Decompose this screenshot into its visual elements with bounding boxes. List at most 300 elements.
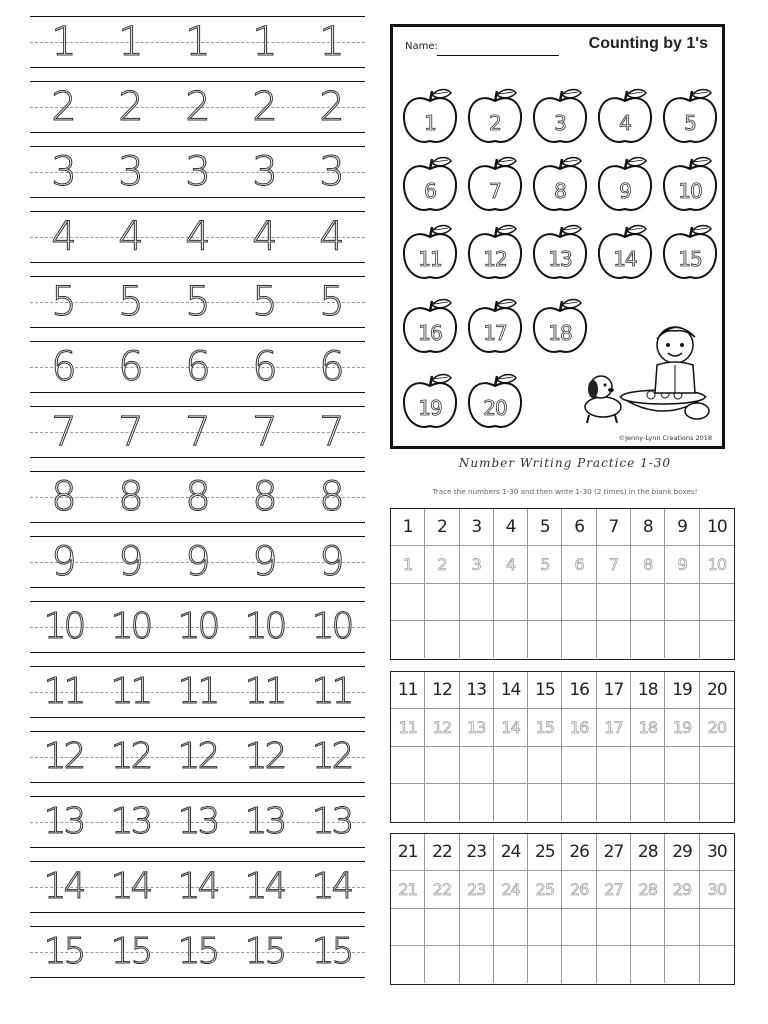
apple-icon bbox=[401, 297, 459, 357]
blank-box bbox=[494, 584, 528, 621]
tracing-numeral: 14 bbox=[311, 866, 352, 907]
apple-number: 16 bbox=[418, 321, 442, 345]
practice-numeral: 26 bbox=[569, 879, 589, 899]
trace-box-faint bbox=[528, 546, 562, 583]
tracing-row bbox=[30, 536, 365, 588]
trace-box bbox=[631, 509, 665, 546]
practice-numeral: 12 bbox=[432, 680, 452, 701]
tracing-numeral: 1 bbox=[118, 19, 143, 65]
tracing-row bbox=[30, 601, 365, 653]
blank-box bbox=[700, 784, 734, 821]
blank-box bbox=[665, 584, 699, 621]
blank-box bbox=[597, 909, 631, 946]
tracing-row bbox=[30, 471, 365, 523]
apple-icon bbox=[661, 87, 719, 147]
trace-box-faint bbox=[528, 871, 562, 908]
apple-number: 8 bbox=[554, 179, 566, 203]
apple-icon bbox=[466, 372, 524, 432]
trace-box-faint bbox=[562, 546, 596, 583]
tracing-row bbox=[30, 926, 365, 978]
apple-icon bbox=[401, 87, 459, 147]
apple-number: 20 bbox=[483, 396, 507, 420]
trace-box bbox=[700, 834, 734, 871]
practice-numeral: 6 bbox=[574, 517, 585, 538]
tracing-numeral: 12 bbox=[110, 736, 151, 777]
tracing-numeral: 15 bbox=[244, 931, 285, 972]
tracing-numeral: 12 bbox=[311, 736, 352, 777]
practice-numeral: 5 bbox=[539, 517, 550, 538]
apple-number: 11 bbox=[418, 247, 442, 271]
apple-number: 7 bbox=[489, 179, 501, 203]
trace-box-faint bbox=[562, 709, 596, 746]
tracing-numeral: 4 bbox=[118, 214, 143, 260]
practice-numeral: 7 bbox=[608, 517, 619, 538]
blank-box bbox=[460, 946, 494, 983]
tracing-numeral: 4 bbox=[51, 214, 76, 260]
practice-numeral: 7 bbox=[608, 554, 619, 574]
tracing-numeral: 6 bbox=[118, 344, 143, 390]
tracing-numeral: 6 bbox=[252, 344, 277, 390]
trace-box bbox=[494, 509, 528, 546]
apple-icon bbox=[661, 155, 719, 215]
blank-box bbox=[494, 784, 528, 821]
blank-box bbox=[494, 747, 528, 784]
trace-box bbox=[700, 672, 734, 709]
blank-box bbox=[425, 584, 459, 621]
blank-box bbox=[631, 946, 665, 983]
blank-box bbox=[700, 584, 734, 621]
trace-box bbox=[460, 834, 494, 871]
blank-box bbox=[391, 909, 425, 946]
trace-box-faint bbox=[700, 546, 734, 583]
apple-number: 6 bbox=[424, 179, 436, 203]
practice-numeral: 9 bbox=[677, 517, 687, 538]
trace-box bbox=[665, 509, 699, 546]
practice-numeral: 29 bbox=[672, 842, 692, 863]
tracing-numeral: 2 bbox=[118, 84, 143, 130]
tracing-numeral: 10 bbox=[177, 606, 218, 647]
tracing-numeral: 1 bbox=[252, 19, 277, 65]
apple-icon bbox=[401, 372, 459, 432]
practice-grid bbox=[390, 508, 735, 660]
trace-box bbox=[665, 672, 699, 709]
tracing-numeral: 15 bbox=[43, 931, 84, 972]
trace-box-faint bbox=[391, 709, 425, 746]
trace-box bbox=[460, 509, 494, 546]
practice-numeral: 17 bbox=[604, 717, 623, 737]
apple-number: 5 bbox=[684, 111, 696, 135]
tracing-row bbox=[30, 81, 365, 133]
practice-numeral: 22 bbox=[432, 842, 452, 863]
tracing-numeral: 15 bbox=[177, 931, 218, 972]
blank-box bbox=[700, 909, 734, 946]
blank-box bbox=[597, 621, 631, 658]
tracing-numeral: 13 bbox=[311, 801, 352, 842]
blank-box bbox=[494, 909, 528, 946]
trace-box-faint bbox=[460, 546, 494, 583]
trace-box bbox=[597, 672, 631, 709]
tracing-row bbox=[30, 406, 365, 458]
practice-numeral: 4 bbox=[505, 517, 516, 538]
practice-numeral: 12 bbox=[432, 717, 452, 737]
tracing-numeral: 9 bbox=[185, 539, 210, 585]
practice-numeral: 13 bbox=[466, 680, 487, 701]
apple-number: 3 bbox=[554, 111, 566, 135]
trace-box-faint bbox=[700, 709, 734, 746]
trace-box bbox=[391, 834, 425, 871]
trace-box bbox=[425, 509, 459, 546]
tracing-numeral: 11 bbox=[177, 671, 218, 712]
practice-numeral: 8 bbox=[642, 517, 653, 538]
tracing-row bbox=[30, 16, 365, 68]
blank-box bbox=[425, 747, 459, 784]
apple-icon bbox=[531, 155, 589, 215]
tracing-numeral: 1 bbox=[51, 19, 76, 65]
apple-icon bbox=[466, 297, 524, 357]
practice-numeral: 30 bbox=[707, 879, 727, 899]
blank-box bbox=[528, 747, 562, 784]
tracing-numeral: 3 bbox=[51, 149, 76, 195]
trace-box bbox=[391, 509, 425, 546]
tracing-numeral: 7 bbox=[118, 409, 143, 455]
tracing-numeral: 3 bbox=[319, 149, 344, 195]
trace-box-faint bbox=[494, 709, 528, 746]
trace-box-faint bbox=[631, 709, 665, 746]
blank-box bbox=[460, 909, 494, 946]
tracing-numeral: 1 bbox=[185, 19, 210, 65]
trace-box bbox=[631, 834, 665, 871]
blank-box bbox=[528, 909, 562, 946]
blank-box bbox=[700, 946, 734, 983]
tracing-numeral: 6 bbox=[51, 344, 76, 390]
tracing-row bbox=[30, 796, 365, 848]
practice-numeral: 16 bbox=[569, 717, 589, 737]
practice-numeral: 11 bbox=[398, 717, 417, 737]
trace-box-faint bbox=[460, 871, 494, 908]
tracing-numeral: 15 bbox=[110, 931, 151, 972]
tracing-numeral: 2 bbox=[185, 84, 210, 130]
practice-numeral: 22 bbox=[432, 879, 452, 899]
blank-box bbox=[391, 784, 425, 821]
blank-box bbox=[460, 747, 494, 784]
faint-footer-mark bbox=[394, 979, 514, 985]
apple-icon bbox=[466, 87, 524, 147]
apple-icon bbox=[596, 223, 654, 283]
counting-worksheet bbox=[390, 24, 725, 449]
tracing-numeral: 3 bbox=[252, 149, 277, 195]
tracing-numeral: 14 bbox=[177, 866, 218, 907]
practice-numeral: 1 bbox=[403, 554, 413, 574]
tracing-numeral: 8 bbox=[51, 474, 76, 520]
trace-box-faint bbox=[425, 546, 459, 583]
tracing-row bbox=[30, 341, 365, 393]
blank-box bbox=[631, 584, 665, 621]
tracing-numeral: 11 bbox=[43, 671, 84, 712]
blank-box bbox=[425, 909, 459, 946]
practice-numeral: 2 bbox=[437, 554, 447, 574]
blank-box bbox=[665, 621, 699, 658]
tracing-numeral: 11 bbox=[244, 671, 285, 712]
practice-numeral: 24 bbox=[500, 842, 521, 863]
apple-icon bbox=[401, 155, 459, 215]
tracing-numeral: 12 bbox=[177, 736, 218, 777]
tracing-numeral: 5 bbox=[118, 279, 143, 325]
blank-box bbox=[631, 909, 665, 946]
blank-box bbox=[460, 584, 494, 621]
trace-box-faint bbox=[665, 871, 699, 908]
practice-numeral: 25 bbox=[535, 842, 555, 863]
tracing-row bbox=[30, 146, 365, 198]
blank-box bbox=[597, 584, 631, 621]
apple-number: 15 bbox=[678, 247, 702, 271]
practice-numeral: 19 bbox=[672, 680, 692, 701]
practice-numeral: 13 bbox=[467, 717, 486, 737]
tracing-numeral: 8 bbox=[118, 474, 143, 520]
blank-box bbox=[631, 621, 665, 658]
blank-box bbox=[562, 784, 596, 821]
blank-box bbox=[391, 621, 425, 658]
tracing-numeral: 15 bbox=[311, 931, 352, 972]
tracing-numeral: 5 bbox=[51, 279, 76, 325]
blank-box bbox=[631, 747, 665, 784]
blank-box bbox=[597, 946, 631, 983]
apple-number: 10 bbox=[678, 179, 702, 203]
tracing-numeral: 13 bbox=[177, 801, 218, 842]
tracing-numeral: 8 bbox=[252, 474, 277, 520]
apple-number: 18 bbox=[548, 321, 572, 345]
tracing-numeral: 2 bbox=[51, 84, 76, 130]
blank-box bbox=[665, 909, 699, 946]
apple-icon bbox=[596, 87, 654, 147]
practice-numeral: 25 bbox=[535, 879, 555, 899]
practice-numeral: 28 bbox=[638, 879, 657, 899]
tracing-numeral: 3 bbox=[185, 149, 210, 195]
blank-box bbox=[494, 946, 528, 983]
trace-box-faint bbox=[425, 709, 459, 746]
blank-box bbox=[391, 946, 425, 983]
blank-box bbox=[700, 747, 734, 784]
blank-box bbox=[528, 621, 562, 658]
trace-box-faint bbox=[528, 709, 562, 746]
boy-and-dog-illustration bbox=[573, 315, 713, 427]
trace-box-faint bbox=[665, 546, 699, 583]
practice-instructions: Trace the numbers 1-30 and then write 1-30 (2 times) in the blank boxes! bbox=[432, 487, 698, 496]
apple-number: 2 bbox=[489, 111, 501, 135]
tracing-numeral: 9 bbox=[118, 539, 143, 585]
trace-box bbox=[494, 834, 528, 871]
apple-icon bbox=[401, 223, 459, 283]
practice-numeral: 24 bbox=[501, 879, 520, 899]
tracing-numeral: 6 bbox=[185, 344, 210, 390]
practice-numeral: 23 bbox=[466, 842, 487, 863]
tracing-numeral: 12 bbox=[43, 736, 84, 777]
trace-box-faint bbox=[597, 546, 631, 583]
tracing-numeral: 2 bbox=[319, 84, 344, 130]
practice-numeral: 17 bbox=[603, 680, 624, 701]
tracing-numeral: 14 bbox=[110, 866, 151, 907]
apple-number: 13 bbox=[548, 247, 572, 271]
trace-box bbox=[631, 672, 665, 709]
tracing-numeral: 1 bbox=[319, 19, 344, 65]
tracing-numeral: 3 bbox=[118, 149, 143, 195]
apple-icon bbox=[661, 223, 719, 283]
blank-box bbox=[631, 784, 665, 821]
tracing-numeral: 13 bbox=[110, 801, 151, 842]
tracing-numeral: 8 bbox=[185, 474, 210, 520]
practice-numeral: 19 bbox=[672, 717, 692, 737]
trace-box-faint bbox=[597, 871, 631, 908]
tracing-numeral: 7 bbox=[252, 409, 277, 455]
tracing-numeral: 13 bbox=[244, 801, 285, 842]
practice-numeral: 10 bbox=[707, 517, 727, 538]
trace-box-faint bbox=[562, 871, 596, 908]
tracing-numeral: 10 bbox=[110, 606, 151, 647]
blank-box bbox=[665, 946, 699, 983]
apple-icon bbox=[466, 155, 524, 215]
practice-title: Number Writing Practice 1-30 bbox=[458, 456, 672, 470]
practice-numeral: 26 bbox=[569, 842, 589, 863]
tracing-row bbox=[30, 731, 365, 783]
practice-numeral: 29 bbox=[672, 879, 692, 899]
name-line bbox=[437, 55, 559, 56]
trace-box bbox=[562, 834, 596, 871]
blank-box bbox=[597, 784, 631, 821]
apple-number: 12 bbox=[483, 247, 507, 271]
blank-box bbox=[391, 747, 425, 784]
practice-numeral: 5 bbox=[540, 554, 550, 574]
tracing-numeral: 10 bbox=[244, 606, 285, 647]
blank-box bbox=[562, 584, 596, 621]
apple-number: 4 bbox=[619, 111, 631, 135]
practice-numeral: 21 bbox=[398, 879, 417, 899]
trace-box bbox=[425, 834, 459, 871]
practice-numeral: 16 bbox=[569, 680, 589, 701]
practice-numeral: 1 bbox=[402, 517, 413, 538]
practice-numeral: 2 bbox=[437, 517, 447, 538]
trace-box-faint bbox=[631, 871, 665, 908]
tracing-numeral: 7 bbox=[51, 409, 76, 455]
blank-box bbox=[562, 946, 596, 983]
tracing-numeral: 10 bbox=[311, 606, 352, 647]
practice-numeral: 9 bbox=[677, 554, 687, 574]
trace-box bbox=[528, 834, 562, 871]
tracing-numeral: 4 bbox=[185, 214, 210, 260]
blank-box bbox=[528, 584, 562, 621]
practice-numeral: 6 bbox=[574, 554, 584, 574]
trace-box-faint bbox=[425, 871, 459, 908]
trace-box bbox=[665, 834, 699, 871]
tracing-numeral: 9 bbox=[51, 539, 76, 585]
practice-numeral: 3 bbox=[471, 554, 481, 574]
tracing-numeral: 9 bbox=[252, 539, 277, 585]
practice-numeral: 3 bbox=[471, 517, 482, 538]
practice-numeral: 20 bbox=[707, 680, 727, 701]
practice-numeral: 15 bbox=[535, 717, 555, 737]
practice-numeral: 11 bbox=[397, 680, 418, 701]
tracing-numeral: 4 bbox=[252, 214, 277, 260]
blank-box bbox=[528, 784, 562, 821]
blank-box bbox=[700, 621, 734, 658]
trace-box bbox=[425, 672, 459, 709]
trace-box bbox=[562, 672, 596, 709]
trace-box bbox=[562, 509, 596, 546]
trace-box-faint bbox=[597, 709, 631, 746]
practice-numeral: 20 bbox=[707, 717, 727, 737]
practice-numeral: 21 bbox=[397, 842, 418, 863]
trace-box-faint bbox=[665, 709, 699, 746]
trace-box bbox=[597, 509, 631, 546]
practice-numeral: 18 bbox=[637, 680, 658, 701]
blank-box bbox=[597, 747, 631, 784]
trace-box bbox=[494, 672, 528, 709]
trace-box bbox=[700, 509, 734, 546]
tracing-numeral: 6 bbox=[319, 344, 344, 390]
trace-box-faint bbox=[494, 871, 528, 908]
blank-box bbox=[460, 784, 494, 821]
trace-box-faint bbox=[391, 546, 425, 583]
worksheet-title: Counting by 1's bbox=[588, 35, 708, 52]
apple-number: 9 bbox=[619, 179, 631, 203]
tracing-row bbox=[30, 666, 365, 718]
blank-box bbox=[665, 747, 699, 784]
apple-number: 17 bbox=[483, 321, 507, 345]
blank-box bbox=[425, 621, 459, 658]
blank-box bbox=[391, 584, 425, 621]
copyright-credit: ©Jenny-Lynn Creations 2018 bbox=[618, 434, 712, 442]
tracing-numeral: 13 bbox=[43, 801, 84, 842]
trace-box bbox=[528, 509, 562, 546]
practice-numeral: 28 bbox=[637, 842, 658, 863]
blank-box bbox=[665, 784, 699, 821]
practice-numeral: 27 bbox=[604, 879, 623, 899]
blank-box bbox=[425, 784, 459, 821]
tracing-strips bbox=[30, 16, 365, 991]
tracing-numeral: 14 bbox=[43, 866, 84, 907]
tracing-numeral: 7 bbox=[185, 409, 210, 455]
tracing-numeral: 5 bbox=[252, 279, 277, 325]
trace-box bbox=[391, 672, 425, 709]
practice-grid bbox=[390, 833, 735, 985]
practice-numeral: 8 bbox=[643, 554, 653, 574]
apple-icon bbox=[596, 155, 654, 215]
tracing-numeral: 7 bbox=[319, 409, 344, 455]
tracing-row bbox=[30, 211, 365, 263]
blank-box bbox=[494, 621, 528, 658]
practice-numeral: 23 bbox=[467, 879, 486, 899]
apple-icon bbox=[531, 223, 589, 283]
tracing-numeral: 4 bbox=[319, 214, 344, 260]
trace-box-faint bbox=[700, 871, 734, 908]
apple-icon bbox=[466, 223, 524, 283]
practice-numeral: 30 bbox=[707, 842, 727, 863]
trace-box-faint bbox=[460, 709, 494, 746]
trace-box bbox=[460, 672, 494, 709]
tracing-numeral: 11 bbox=[110, 671, 151, 712]
blank-box bbox=[562, 621, 596, 658]
blank-box bbox=[460, 621, 494, 658]
apple-number: 1 bbox=[424, 111, 436, 135]
tracing-row bbox=[30, 861, 365, 913]
practice-grid bbox=[390, 671, 735, 823]
practice-numeral: 14 bbox=[500, 680, 521, 701]
practice-numeral: 4 bbox=[505, 554, 516, 574]
name-label: Name: bbox=[405, 41, 438, 52]
tracing-numeral: 8 bbox=[319, 474, 344, 520]
apple-number: 19 bbox=[418, 396, 442, 420]
practice-numeral: 10 bbox=[707, 554, 727, 574]
tracing-numeral: 5 bbox=[319, 279, 344, 325]
practice-numeral: 18 bbox=[638, 717, 657, 737]
